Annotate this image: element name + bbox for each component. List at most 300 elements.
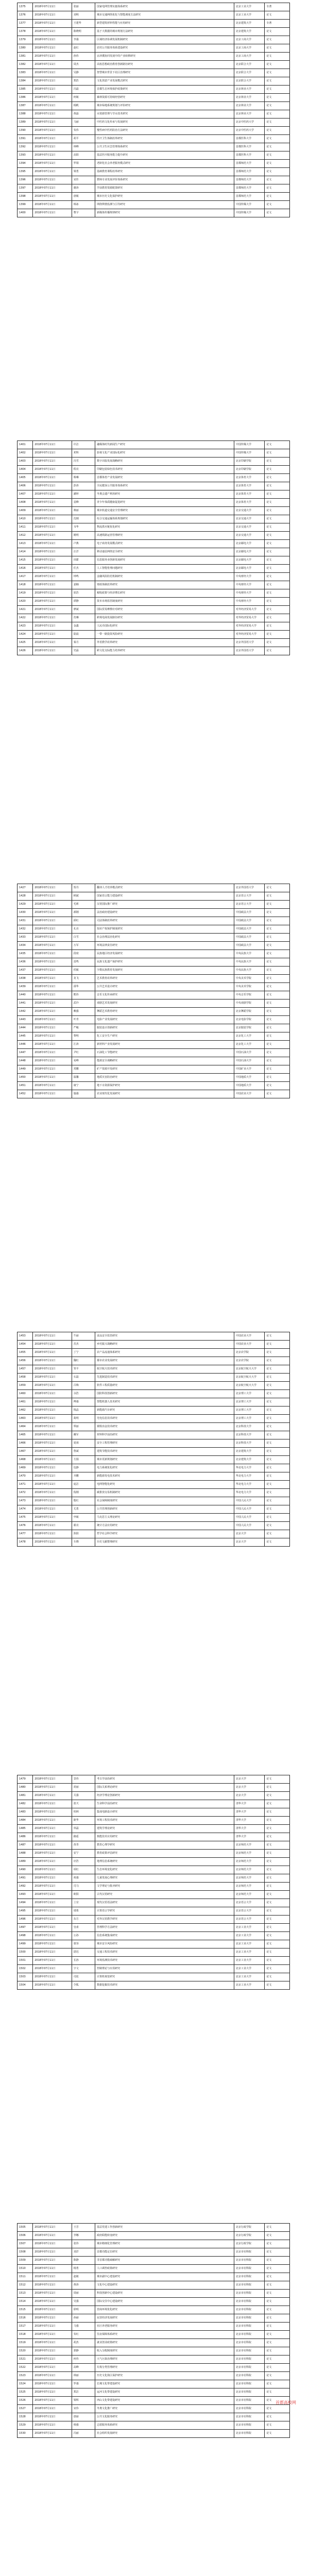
cell-type: 论文 [265,1932,290,1940]
cell-unit: 中央民族大学 [234,950,265,958]
cell-type: 论文 [265,1891,290,1899]
cell-title: 石油化工节能研究 [95,1049,234,1057]
cell-date: 2018年07月11日 [33,2397,72,2405]
cell-no: 1491 [18,1874,33,1883]
cell-unit: 北京市社科院 [234,2323,265,2331]
cell-name: 杨勇 [72,2265,95,2273]
cell-no: 1515 [18,2306,33,2314]
cell-date: 2018年07月11日 [33,1008,72,1016]
table-row [18,1082,290,1090]
cell-title: 少数民族教育发展研究 [95,967,234,975]
cell-no: 1501 [18,1957,33,1965]
cell-title: 服装设计创新研究 [95,1024,234,1032]
cell-date: 2018年07月11日 [33,647,72,655]
cell-date: 2018年07月11日 [33,1365,72,1374]
cell-no: 1500 [18,1948,33,1957]
cell-name: 覃丽 [72,1423,95,1431]
cell-name: 东方 [72,1916,95,1924]
cell-unit: 北京联合大学 [234,77,265,86]
table-row [18,20,290,28]
cell-date: 2018年07月11日 [33,1514,72,1522]
table-row [18,958,290,967]
cell-title: 城市副中心建设研究 [95,2273,234,2281]
record-table-6 [17,2223,290,2438]
cell-name: 蔡琳 [72,474,95,482]
cell-unit: 中国传媒大学 [234,449,265,457]
cell-unit: 中央财经大学 [234,598,265,606]
cell-date: 2018年07月11日 [33,2413,72,2421]
cell-type: 论文 [265,1866,290,1874]
cell-name: 倪刚 [72,1489,95,1497]
cell-title: 现代汉语语法研究 [95,1899,234,1907]
cell-title: 影视文化产业国际化研究 [95,449,234,457]
cell-type: 论文 [265,573,290,581]
cell-type: 论文 [265,1472,290,1481]
cell-name: 王芳 [72,2224,95,2232]
cell-title: 新材料产业发展研究 [95,1041,234,1049]
cell-name: 安宁 [72,1850,95,1858]
cell-title: 儿童发展心理研究 [95,1874,234,1883]
cell-unit: 北京工业大学 [234,1957,265,1965]
cell-type: 论文 [265,606,290,614]
cell-name: 史磊 [72,647,95,655]
cell-type: 论文 [265,2388,290,2397]
cell-date: 2018年07月11日 [33,168,72,176]
cell-date: 2018年07月11日 [33,2339,72,2347]
record-table-1 [17,3,290,217]
table-row [18,2323,290,2331]
cell-title: 社会治理法治化研究 [95,934,234,942]
cell-unit: 北京市社科院 [234,2281,265,2290]
cell-type: 论文 [265,2421,290,2430]
table-row [18,11,290,20]
cell-type: 论文 [265,1423,290,1431]
cell-title: 先进制造技术研究 [95,1374,234,1382]
cell-name: 司徒 [72,1973,95,1981]
cell-no: 1390 [18,127,33,135]
table-row [18,1522,290,1530]
cell-name: 林峰 [72,143,95,151]
cell-no: 1479 [18,1775,33,1784]
cell-title: 垃圾分类管理研究 [95,2364,234,2372]
cell-title: 考古学前沿研究 [95,1775,234,1784]
cell-unit: 中国政法大学 [234,925,265,934]
cell-no: 1498 [18,1932,33,1940]
cell-type: 论文 [265,36,290,44]
cell-unit: 北京体育大学 [234,499,265,507]
cell-type: 论文 [265,1074,290,1082]
cell-no: 1468 [18,1456,33,1464]
cell-type: 论文 [265,1398,290,1406]
cell-unit: 北京农学院 [234,1357,265,1365]
cell-unit: 中国人民大学 [234,1505,265,1514]
cell-name: 赖强 [72,1008,95,1016]
table-row [18,1973,290,1981]
cell-name: 侯敏 [72,967,95,975]
cell-no: 1505 [18,2224,33,2232]
cell-title: 光电信息技术研究 [95,1415,234,1423]
cell-type: 论文 [265,2281,290,2290]
cell-date: 2018年07月11日 [33,1374,72,1382]
cell-no: 1377 [18,20,33,28]
cell-title: 社会组织发展研究 [95,2430,234,2438]
cell-no: 1439 [18,983,33,991]
table-row [18,1448,290,1456]
cell-no: 1412 [18,532,33,540]
cell-date: 2018年07月11日 [33,598,72,606]
cell-unit: 北京体育大学 [234,490,265,499]
cell-name: 唐丽 [72,2413,95,2421]
cell-date: 2018年07月11日 [33,2248,72,2257]
table-row [18,94,290,102]
table-row [18,1841,290,1850]
cell-name: 邹平 [72,1365,95,1374]
cell-unit: 华北电力大学 [234,1481,265,1489]
cell-date: 2018年07月11日 [33,441,72,449]
cell-title: 民族文化遗产保护研究 [95,958,234,967]
cell-type: 论文 [265,1332,290,1341]
cell-unit: 北京市社科院 [234,2372,265,2380]
cell-type: 论文 [265,1489,290,1497]
cell-title: 网络舆情监测与引导研究 [95,201,234,209]
cell-title: 公共艺术设计研究 [95,983,234,991]
cell-unit: 北京师范大学 [234,1891,265,1899]
cell-no: 1388 [18,110,33,118]
table-row [18,909,290,917]
table-row [18,1858,290,1866]
cell-no: 1517 [18,2323,33,2331]
table-row [18,1784,290,1792]
cell-no: 1530 [18,2430,33,2438]
cell-no: 1392 [18,143,33,151]
cell-name: 黄涛 [72,2281,95,2290]
cell-unit: 中央财经大学 [234,589,265,598]
cell-unit: 北京大学 [234,1784,265,1792]
cell-type: 论文 [265,2240,290,2248]
cell-unit: 北京市社科院 [234,2306,265,2314]
cell-unit: 北京师范大学 [234,1866,265,1874]
cell-unit: 中国传媒大学 [234,441,265,449]
cell-name: 魏红 [72,1357,95,1365]
cell-unit: 北京工业大学 [234,1948,265,1957]
cell-title: 资本市场监管制度研究 [95,598,234,606]
cell-date: 2018年07月11日 [33,3,72,11]
table-row [18,1775,290,1784]
table-row [18,991,290,999]
cell-date: 2018年07月11日 [33,1472,72,1481]
cell-type: 论文 [265,2306,290,2314]
table-row [18,892,290,901]
cell-no: 1499 [18,1940,33,1948]
table-row [18,581,290,589]
cell-no: 1433 [18,934,33,942]
cell-title: 翻译人才培养模式研究 [95,884,234,892]
cell-unit: 北京市社科院 [234,2339,265,2347]
cell-date: 2018年07月11日 [33,532,72,540]
cell-unit: 华北电力大学 [234,1489,265,1497]
cell-type: 论文 [265,647,290,655]
cell-no: 1466 [18,1439,33,1448]
cell-unit: 北京建筑大学 [234,28,265,36]
cell-title: 文化中心建设研究 [95,2281,234,2290]
cell-name: 夏雨 [72,1439,95,1448]
cell-title: 文化创意产业发展模式研究 [95,77,234,86]
cell-no: 1526 [18,2397,33,2405]
cell-name: 余浩 [72,1390,95,1398]
cell-name: 李娜 [72,2232,95,2240]
cell-unit: 北京市社科院 [234,2413,265,2421]
cell-no: 1511 [18,2273,33,2281]
cell-name: 贺丹 [72,884,95,892]
cell-no: 1460 [18,1390,33,1398]
cell-type: 论文 [265,1825,290,1833]
table-row [18,53,290,61]
cell-name: 黎明 [72,1032,95,1041]
cell-date: 2018年07月11日 [33,942,72,950]
cell-type: 论文 [265,975,290,983]
cell-title: 一带一路投资风险研究 [95,631,234,639]
cell-name: 马丽 [72,118,95,127]
cell-unit: 北京舞蹈学院 [234,1008,265,1016]
cell-title: 森林资源可持续经营研究 [95,94,234,102]
cell-date: 2018年07月11日 [33,1349,72,1357]
cell-unit: 中国传媒大学 [234,209,265,217]
table-row [18,917,290,925]
cell-date: 2018年07月11日 [33,201,72,209]
cell-unit: 中央美术学院 [234,983,265,991]
cell-name: 宋伟 [72,2405,95,2413]
cell-no: 1510 [18,2265,33,2273]
cell-unit: 北京印刷学院 [234,457,265,466]
cell-name: 唐敏 [72,193,95,201]
cell-no: 1464 [18,1423,33,1431]
cell-date: 2018年07月11日 [33,958,72,967]
table-row [18,1883,290,1891]
cell-type: 论文 [265,917,290,925]
cell-name: 路遥 [72,1833,95,1841]
cell-unit: 北京建筑大学 [234,1448,265,1456]
table-row [18,515,290,523]
cell-name: 包静 [72,1464,95,1472]
cell-unit: 中央民族大学 [234,958,265,967]
cell-type: 论文 [265,2413,290,2421]
cell-title: 管理科学方法研究 [95,1924,234,1932]
cell-no: 1415 [18,556,33,565]
cell-unit: 中国农业大学 [234,1341,265,1349]
cell-date: 2018年07月11日 [33,209,72,217]
cell-unit: 北京市社科院 [234,2265,265,2273]
cell-name: 罗娟 [72,160,95,168]
cell-type: 论文 [265,2323,290,2331]
cell-no: 1420 [18,598,33,606]
cell-type: 论文 [265,614,290,622]
cell-title: 软件工程质量研究 [95,1382,234,1390]
cell-no: 1467 [18,1448,33,1456]
cell-no: 1398 [18,193,33,201]
cell-unit: 北京工业大学 [234,1973,265,1981]
cell-title: 信息系统集成研究 [95,1932,234,1940]
cell-no: 1426 [18,647,33,655]
cell-date: 2018年07月11日 [33,44,72,53]
cell-no: 1425 [18,639,33,647]
cell-date: 2018年07月11日 [33,1341,72,1349]
cell-name: 高峰 [72,2364,95,2372]
cell-no: 1429 [18,901,33,909]
cell-name: 申敏 [72,1514,95,1522]
table-row [18,86,290,94]
cell-type: 论文 [265,589,290,598]
table-row [18,1374,290,1382]
cell-name: 令狐 [72,1981,95,1990]
cell-name: 石磊 [72,1374,95,1382]
cell-date: 2018年07月11日 [33,2331,72,2339]
cell-name: 项红 [72,1866,95,1874]
cell-name: 顾斌 [72,892,95,901]
cell-title: 材料科学前沿研究 [95,1431,234,1439]
cell-unit: 清华大学 [234,1825,265,1833]
cell-no: 1378 [18,28,33,36]
table-row [18,540,290,548]
cell-type: 论文 [265,1858,290,1866]
cell-no: 1440 [18,991,33,999]
cell-name: 廖斌 [72,606,95,614]
cell-title: 国际关系理论研究 [95,1784,234,1792]
cell-unit: 北京体育大学 [234,482,265,490]
cell-name: 梁辉 [72,2397,95,2405]
cell-name: 司马 [72,1883,95,1891]
cell-date: 2018年07月11日 [33,1464,72,1472]
cell-date: 2018年07月11日 [33,1899,72,1907]
table-row [18,647,290,655]
cell-unit: 北京外国语大学 [234,647,265,655]
cell-type: 论文 [265,2355,290,2364]
cell-date: 2018年07月11日 [33,991,72,999]
cell-unit: 北京大学 [234,1792,265,1800]
cell-no: 1383 [18,69,33,77]
cell-name: 杨帆 [72,102,95,110]
cell-no: 1493 [18,1891,33,1899]
cell-name: 严峻 [72,1024,95,1032]
cell-name: 武玲 [72,999,95,1008]
table-row [18,556,290,565]
cell-type: 论文 [265,1948,290,1957]
table-row [18,482,290,490]
cell-date: 2018年07月11日 [33,94,72,102]
cell-title: 电子商务发展模式研究 [95,540,234,548]
cell-date: 2018年07月11日 [33,457,72,466]
table-row [18,1817,290,1825]
cell-type: 论文 [265,934,290,942]
cell-title: 基层党建工作创新研究 [95,2224,234,2232]
cell-type: 论文 [265,2397,290,2405]
table-row [18,1406,290,1415]
cell-type: 论文 [265,565,290,573]
cell-date: 2018年07月11日 [33,1057,72,1065]
cell-unit: 北京大学 [234,1538,265,1547]
table-row [18,449,290,457]
cell-name: 丁宁 [72,1349,95,1357]
cell-no: 1478 [18,1538,33,1547]
cell-no: 1414 [18,548,33,556]
cell-no: 1461 [18,1398,33,1406]
cell-date: 2018年07月11日 [33,581,72,589]
cell-unit: 北京市社科院 [234,2298,265,2306]
cell-name: 何敏 [72,94,95,102]
cell-name: 周杰 [72,61,95,69]
cell-title: 音乐文化传承研究 [95,991,234,999]
cell-type: 论文 [265,151,290,160]
cell-no: 1514 [18,2298,33,2306]
cell-unit: 北京工商大学 [234,44,265,53]
cell-name: 尹红 [72,1049,95,1057]
cell-name: 焦阳 [72,1530,95,1538]
cell-name: 韦华 [72,523,95,532]
cell-title: 公共卫生应急管理体系研究 [95,143,234,151]
cell-no: 1494 [18,1899,33,1907]
cell-unit: 北京理工大学 [234,1398,265,1406]
table-row [18,102,290,110]
cell-unit: 中国人民大学 [234,1497,265,1505]
cell-date: 2018年07月11日 [33,1016,72,1024]
cell-date: 2018年07月11日 [33,1357,72,1365]
cell-no: 1431 [18,917,33,925]
cell-type: 论文 [265,457,290,466]
cell-no: 1395 [18,168,33,176]
cell-date: 2018年07月11日 [33,892,72,901]
cell-date: 2018年07月11日 [33,1481,72,1489]
cell-title: 基于大数据的城市规划方法研究 [95,28,234,36]
cell-unit: 北京电影学院 [234,1016,265,1024]
cell-name: 柏林 [72,1808,95,1817]
cell-unit: 中央财经大学 [234,573,265,581]
cell-date: 2018年07月11日 [33,606,72,614]
cell-no: 1391 [18,135,33,143]
cell-type: 论文 [265,2405,290,2413]
cell-name: 韩冰 [72,201,95,209]
cell-unit: 北京联合大学 [234,69,265,77]
cell-title: 首都生态环境保护政策研究 [95,86,234,94]
cell-type: 论文 [265,482,290,490]
cell-unit: 北京市社科院 [234,2397,265,2405]
cell-title: 地理信息系统研究 [95,1858,234,1866]
cell-no: 1484 [18,1817,33,1825]
table-row [18,2397,290,2405]
cell-name: 田甜 [72,556,95,565]
table-row [18,589,290,598]
cell-date: 2018年07月11日 [33,143,72,151]
cell-no: 1519 [18,2339,33,2347]
cell-unit: 北京联合大学 [234,61,265,69]
table-row [18,466,290,474]
cell-unit: 清华大学 [234,1808,265,1817]
cell-title: 长城文化带建设研究 [95,2380,234,2388]
table-row [18,1357,290,1365]
cell-title: 交通工程技术研究 [95,1948,234,1957]
cell-date: 2018年07月11日 [33,1973,72,1981]
cell-no: 1436 [18,958,33,967]
cell-no: 1458 [18,1374,33,1382]
table-row [18,2331,290,2339]
cell-type: 论文 [265,1464,290,1472]
cell-date: 2018年07月11日 [33,1932,72,1940]
cell-name: 冯雪 [72,457,95,466]
cell-unit: 对外经济贸易大学 [234,606,265,614]
cell-no: 1512 [18,2281,33,2290]
cell-name: 苏杰 [72,1341,95,1349]
cell-name: 袁峰 [72,499,95,507]
cell-title: 哲学社会科学研究 [95,1530,234,1538]
cell-no: 1459 [18,1382,33,1390]
